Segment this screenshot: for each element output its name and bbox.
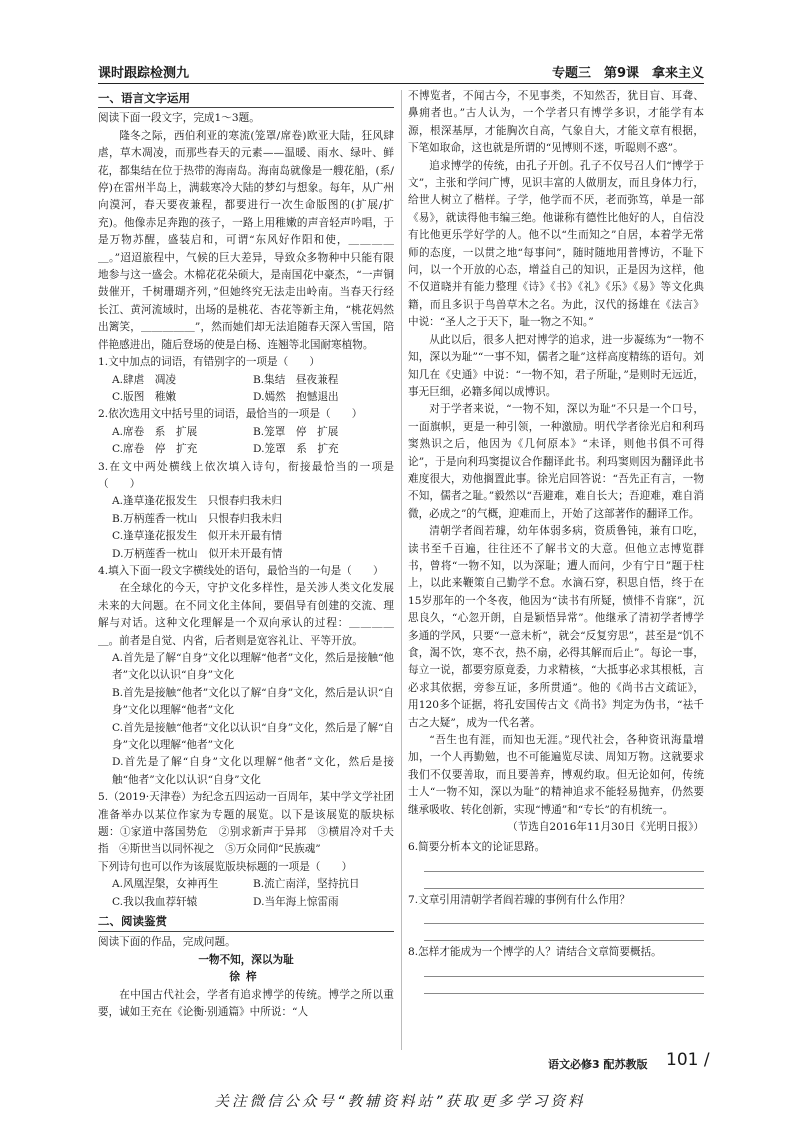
option-2c: C.席卷 停 扩充 [112,443,198,456]
question-5-prompt: 下列诗句也可以作为该展览版块标题的一项是（ ） [98,860,353,873]
question-8: 8.怎样才能成为一个博学的人？请结合文章简要概括。 [408,946,662,959]
option-1b: B.集结 昼夜兼程 [253,373,339,386]
option-1a: A.肆虐 凋凌 [112,373,176,386]
article-para-2: 追求博学的传统，由孔子开创。孔子不仅号召人们“博学于文”，主张和学问广博，见识丰富的人做朋友，而且身体力行，给世人树立了楷样。子学，他学而不厌，老而弥笃，单是一部《易》，就读得他韦编三绝。他谦称有德性比他好的人，自信没有比他更乐学好学的人。他不以“生而知之”自居，本着学无常师的态度，一以贯之地“每事问”，随时随地用普博访，不耻下问，以一个开放的心态，增益自己的知识，正是因为这样，他不仅道晓并有能力整理《诗》《书》《礼》《乐》《易》等文化典籍，而且多识于鸟兽草木之名。为此，汉代的扬雄在《法言》中说：“圣人之于天下，耻一物之不知。” [408,159,704,329]
article-para-3: 从此以后，很多人把对博学的追求，进一步凝练为“一物不知，深以为耻”“一事不知，儒者之耻”这样高度精练的语句。刘知几在《史通》中说：“一物不知，君子所耻，”是则时无远近，事无巨细，必籍多闻以成博识。 [408,333,704,398]
intro-2: 阅读下面的作品，完成问题。 [98,935,236,948]
option-3c: C.逢草逢花报发生 似开未开最有情 [112,530,283,543]
page-number: 101 / [666,1050,710,1070]
article-para-5: 清朝学者阎若璩，幼年体弱多病，资质鲁钝，兼有口吃，读书至千百遍，往往还不了解书文的大意。但他立志博览群书，曾将“一物不知，以为深耻；遭人而问，少有宁日”题于柱上，以此来鞭策自己勤学不怠。水滴石穿，积思自悟，终于在15岁那年的一个冬夜，他因为“读书有所疑，愤悱不肯寐”，沉思良久，“心忽开朗，自是颖悟异常”。他继承了清初学者博学多通的学风，只要“一意未析”，就会“反复穷思”，甚至是“饥不食，渴不饮，寒不衣，热不扇，必得其解而后止”。每论一事，每立一说，都要穷原竟委，力求精核，“大抵事必求其根柢，言必求其依据，旁参互证，多所贯通”。他的《尚书古文疏证》，用120多个证据，将孔安国传古文《尚书》判定为伪书，“祛千古之大疑”，成为一代名著。 [408,525,704,729]
option-3d: D.万柄莲香一枕山 似开未开最有情 [112,547,283,560]
footer-book: 语文必修3 配苏教版 [548,1058,648,1071]
question-1-options-ab [98,372,394,389]
question-1: 1.文中加点的词语，有错别字的一项是（ ） [98,356,320,369]
answer-line[interactable] [424,874,704,889]
left-column [98,88,394,1022]
option-5b: B.流亡南洋，坚持抗日 [253,878,360,891]
question-1-options-cd [98,389,394,406]
option-3b: B.万柄莲香一枕山 只恨春归我未归 [112,512,283,525]
answer-line[interactable] [424,857,704,872]
question-5: 5.（2019·天津卷）为纪念五四运动一百周年，某中学文学社团准备举办以某位作家为专题的展览。以下是该展览的版块标题：①家道中落国势危 ②别求新声于异邦 ③横眉冷对千夫指 ④斯世当以同怀视之 ⑤万众同仰“民族魂” [98,791,394,856]
question-2-options-ab [98,424,394,441]
article-title: 一物不知，深以为耻 [198,953,294,966]
passage-4: 在全球化的今天，守护文化多样性，是关涉人类文化发展未来的大问题。在不同文化主体间，要倡导有创建的交流、理解与对话。这种文化理解是一个双向承认的过程：＿＿＿＿＿。前者是自觉、内省，后者则是宽容礼让、平等开放。 [98,582,394,647]
header-title: 课时跟踪检测九 [98,66,190,81]
option-4d: D.首先是了解“自身”文化以理解“他者”文化，然后是接触“他者”文化以认识“自身”文化 [112,756,394,786]
option-4a: A.首先是了解“自身”文化以理解“他者”文化，然后是接触“他者”文化以认识“自身”文化 [112,652,394,682]
article-para-1-cont: 不博览者，不闻古今，不见事类，不知然否，犹目盲、耳聋、鼻痈者也。”古人认为，一个学者只有博学多识，才能学有本源，根深基厚，才能胸次自高，气象自大，才能文章有根据，下笔如取命，这也就是所谓的“见博则不迷，听聪则不惑”。 [408,90,704,155]
bottom-watermark: 关注微信公众号“教辅资料站”获取更多学习资料 [214,1094,586,1110]
option-3a: A.逢草逢花报发生 只恨春归我未归 [112,495,282,508]
header-lesson: 专题三 第9课 拿来主义 [551,66,704,81]
section-reading: 二、阅读鉴赏 [98,913,394,931]
section-language: 一、语言文字运用 [98,90,394,108]
option-4c: C.首先是接触“他者”文化以认识“自身”文化，然后是了解“自身”文化以理解“他者”文化 [112,721,394,752]
answer-line[interactable] [424,926,704,941]
option-1d: D.嫣然 抱憾退出 [253,390,339,403]
option-5d: D.当年海上惊雷雨 [253,895,339,908]
option-2a: A.席卷 系 扩展 [112,425,198,438]
column-divider [401,90,402,1050]
article-author: 徐梓 [229,971,263,984]
question-5-options-cd [98,894,394,911]
question-7: 7.文章引用清朝学者阎若璩的事例有什么作用？ [408,893,630,906]
article-source: （节选自2016年11月30日《光明日报》） [507,821,704,834]
passage-1: 隆冬之际，西伯利亚的寒流(笼罩/席卷)欧亚大陆，狂风肆虐，草木凋凌，而那些春天的元素——温暖、雨水、绿叶、鲜花，都集结在位于热带的海南岛。海南岛就像是一艘花船，(系/停)在雷州半岛上，满载寒冷大陆的梦幻与想象。每年，从广州向漠河，春天要夜兼程，都要进行一次生命版图的(扩展/扩充)。他像赤足奔跑的孩子，一路上用稚嫩的声音轻声吟唱，于是万物苏醒，盛装启和，可谓“东风好作阳和使，＿＿＿＿＿。”迢迢旅程中，气候的巨大差异，导致众多物种中只能有限地参与这一盛会。木棉花花朵硕大，是南国花中豪杰，“一声铜鼓催开，千树珊瑚齐列，”但她终究无法走出岭南。当春天行经长江、黄河流域时，出场的是桃花、杏花等新主角，“桃花妈然出篱笑，＿＿＿＿＿”，然而她们却无法追随春天深入雪国，陪伴艳感进出，随后登场的使是白杨、连翘等北国耐寒植物。 [98,129,394,351]
option-2b: B.笼罩 停 扩展 [253,425,339,438]
article-para-1: 在中国古代社会，学者有追求博学的传统。博学之所以重要，诚如王充在《论衡·别通篇》中所说：“人 [98,988,394,1019]
option-5a: A.风凰涅槃，女神再生 [112,878,219,891]
option-2d: D.笼罩 系 扩充 [253,443,339,456]
article-para-6: “吾生也有涯，而知也无涯。”现代社会，各种资讯海量增加，一个人再勤勉，也不可能遍览尽读、周知万物。这就要求我们不仅要善取，而且要善弃，博观约取。但无论如何，传统士人“一物不知，深以为耻”的精神追求不能轻易抛弃，仍然要继承吸收、转化创新，实现“博通”和“专长”的有机统一。 [408,734,704,816]
option-4b: B.首先是接触“他者”文化以了解“自身”文化，然后是认识“自身”文化以理解“他者”文化 [112,686,394,717]
question-4: 4.填入下面一段文字横线处的语句，最恰当的一句是（ ） [98,564,384,577]
header-rule [98,83,704,84]
answer-line[interactable] [424,979,704,994]
intro-1: 阅读下面一段文字，完成1～3题。 [98,112,260,125]
question-2: 2.依次选用文中括号里的词语，最恰当的一项是（ ） [98,408,363,421]
question-3: 3.在文中两处横线上依次填入诗句，衔接最恰当的一项是（ ） [98,460,394,490]
article-para-4: 对于学者来说，“一物不知，深以为耻”不只是一个口号，一面旗帜，更是一种引领，一种激励。明代学者徐光启和利玛窦熟识之后，他因为《几何原本》“未译，则他书俱不可得论”，于是向利玛窦提议合作翻译此书。利玛窦则因为翻译此书难度很大，劝他搁置此事。徐光启回答说：“吾先正有言，一物不知，儒者之耻。”毅然以“吾避难，难自长大；吾迎难，难自消微，必成之”的气概，迎难而上，开始了这部著作的翻译工作。 [408,403,704,520]
option-1c: C.版图 稚嫩 [112,390,177,403]
question-6: 6.简要分析本文的论证思路。 [408,841,546,854]
answer-line[interactable] [424,909,704,924]
right-column [408,88,704,996]
question-2-options-cd [98,441,394,458]
question-5-options-ab [98,876,394,893]
option-5c: C.我以我血荐轩辕 [112,895,198,908]
answer-line[interactable] [424,962,704,977]
